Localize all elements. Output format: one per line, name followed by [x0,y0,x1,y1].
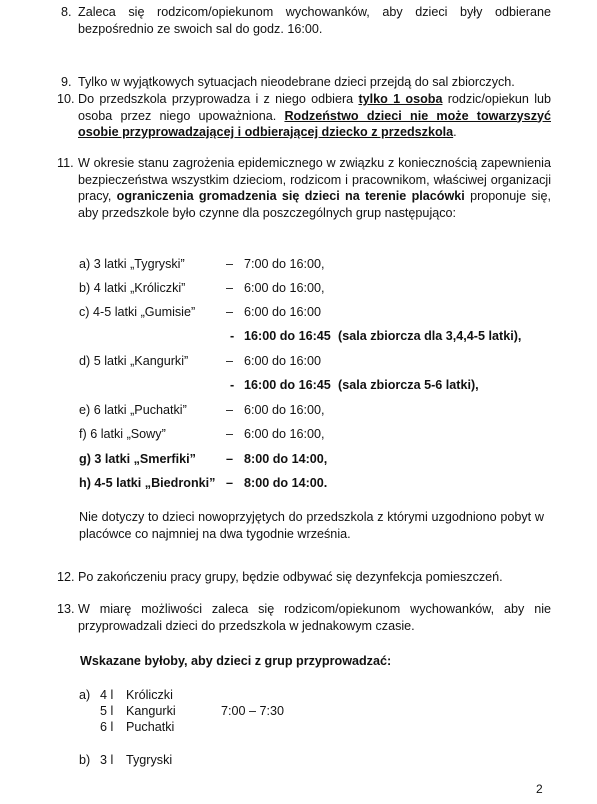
group-label: f) 6 latki „Sowy” [79,427,166,441]
group-time: 6:00 do 16:00 [244,354,322,368]
group-time: 6:00 do 16:00, [244,403,325,417]
item-text: W okresie stanu zagrożenia epidemicznego w związku z koniecznością zapewnienia bezpieczeństwa wszystkim dzieciom, rodzicom i pracownikom, właściwej organizacji pracy, ograniczenia gromadzenia się dzieci na terenie placówki proponuje się, aby przedszkole było czynne dla poszczególnych grup następująco: [78,156,551,220]
item-number: 13. [57,602,75,616]
group-label: c) 4-5 latki „Gumisie” [79,305,196,319]
dash: – [226,476,234,490]
item-text: Tylko w wyjątkowych sytuacjach nieodebrane dzieci przejdą do sal zbiorczych. [78,75,515,89]
dash: – [226,452,234,466]
group-label: d) 5 latki „Kangurki” [79,354,189,368]
dash: - [230,329,235,343]
emphasis-siblings: Rodzeństwo dzieci nie może towarzyszyć osobie przyprowadzającej i odbierającej dziecko z przedszkola [78,108,551,139]
arrival-time: 7:00 – 7:30 [221,704,285,718]
item-text: W miarę możliwości zaleca się rodzicom/opiekunom wychowanków, aby nie przyprowadzali dzieci do przedszkola w jednakowym czasie. [78,602,551,633]
group-time: 8:00 do 14:00. [244,476,328,490]
group-name: Króliczki [126,688,173,702]
group-label: e) 6 latki „Puchatki” [79,403,187,417]
group-time: 6:00 do 16:00, [244,281,325,295]
dash: – [226,257,234,271]
group-note: (sala zbiorcza dla 3,4,4-5 latki), [338,329,522,343]
dash: – [226,403,234,417]
item-number: 12. [57,570,75,584]
group-label: a) 3 latki „Tygryski” [79,257,185,271]
group-time: 6:00 do 16:00 [244,305,322,319]
age-number: 5 l [100,704,114,718]
item-number: 8. [61,5,72,19]
dash: - [230,378,235,392]
group-time: 7:00 do 16:00, [244,257,325,271]
arrival-heading: Wskazane byłoby, aby dzieci z grup przyprowadzać: [80,654,392,668]
group-label: g) 3 latki „Smerfiki” [79,452,196,466]
group-note: (sala zbiorcza 5-6 latki), [338,378,479,392]
age-number: 4 l [100,688,114,702]
group-label: b) 4 latki „Króliczki” [79,281,186,295]
item-number: 9. [61,75,72,89]
arrival-letter: a) [79,688,91,702]
group-label: h) 4-5 latki „Biedronki” [79,476,216,490]
group-name: Puchatki [126,720,175,734]
group-name: Kangurki [126,704,176,718]
dash: – [226,281,234,295]
dash: – [226,427,234,441]
age-number: 6 l [100,720,114,734]
group-time: 6:00 do 16:00, [244,427,325,441]
item-number: 11. [57,156,74,170]
dash: – [226,305,234,319]
emphasis-limit-gathering: ograniczenia gromadzenia się dzieci na terenie placówki [116,189,465,203]
item-number: 10. [57,92,75,106]
arrival-letter: b) [79,753,91,767]
group-time: 16:00 do 16:45 [244,329,331,343]
page-number: 2 [536,782,543,796]
emphasis-one-person: tylko 1 osoba [358,92,443,106]
age-number: 3 l [100,753,114,767]
item-text: Po zakończeniu pracy grupy, będzie odbywać się dezynfekcja pomieszczeń. [78,570,503,584]
item-text: Do przedszkola przyprowadza i z niego odbiera tylko 1 osoba rodzic/opiekun lub osoba przez niego upoważniona. Rodzeństwo dzieci nie może towarzyszyć osobie przyprowadzającej i odbierającej dziecko z przedszkola. [78,92,552,139]
group-name: Tygryski [126,753,173,767]
group-time: 8:00 do 14:00, [244,452,328,466]
schedule-note: Nie dotyczy to dzieci nowoprzyjętych do przedszkola z którymi uzgodniono pobyt w placówce co najmniej na dwa tygodnie września. [79,510,544,541]
group-time: 16:00 do 16:45 [244,378,331,392]
item-text: Zaleca się rodzicom/opiekunom wychowanków, aby dzieci były odbierane bezpośrednio ze swoich sal do godz. 16:00. [78,5,551,36]
dash: – [226,354,234,368]
